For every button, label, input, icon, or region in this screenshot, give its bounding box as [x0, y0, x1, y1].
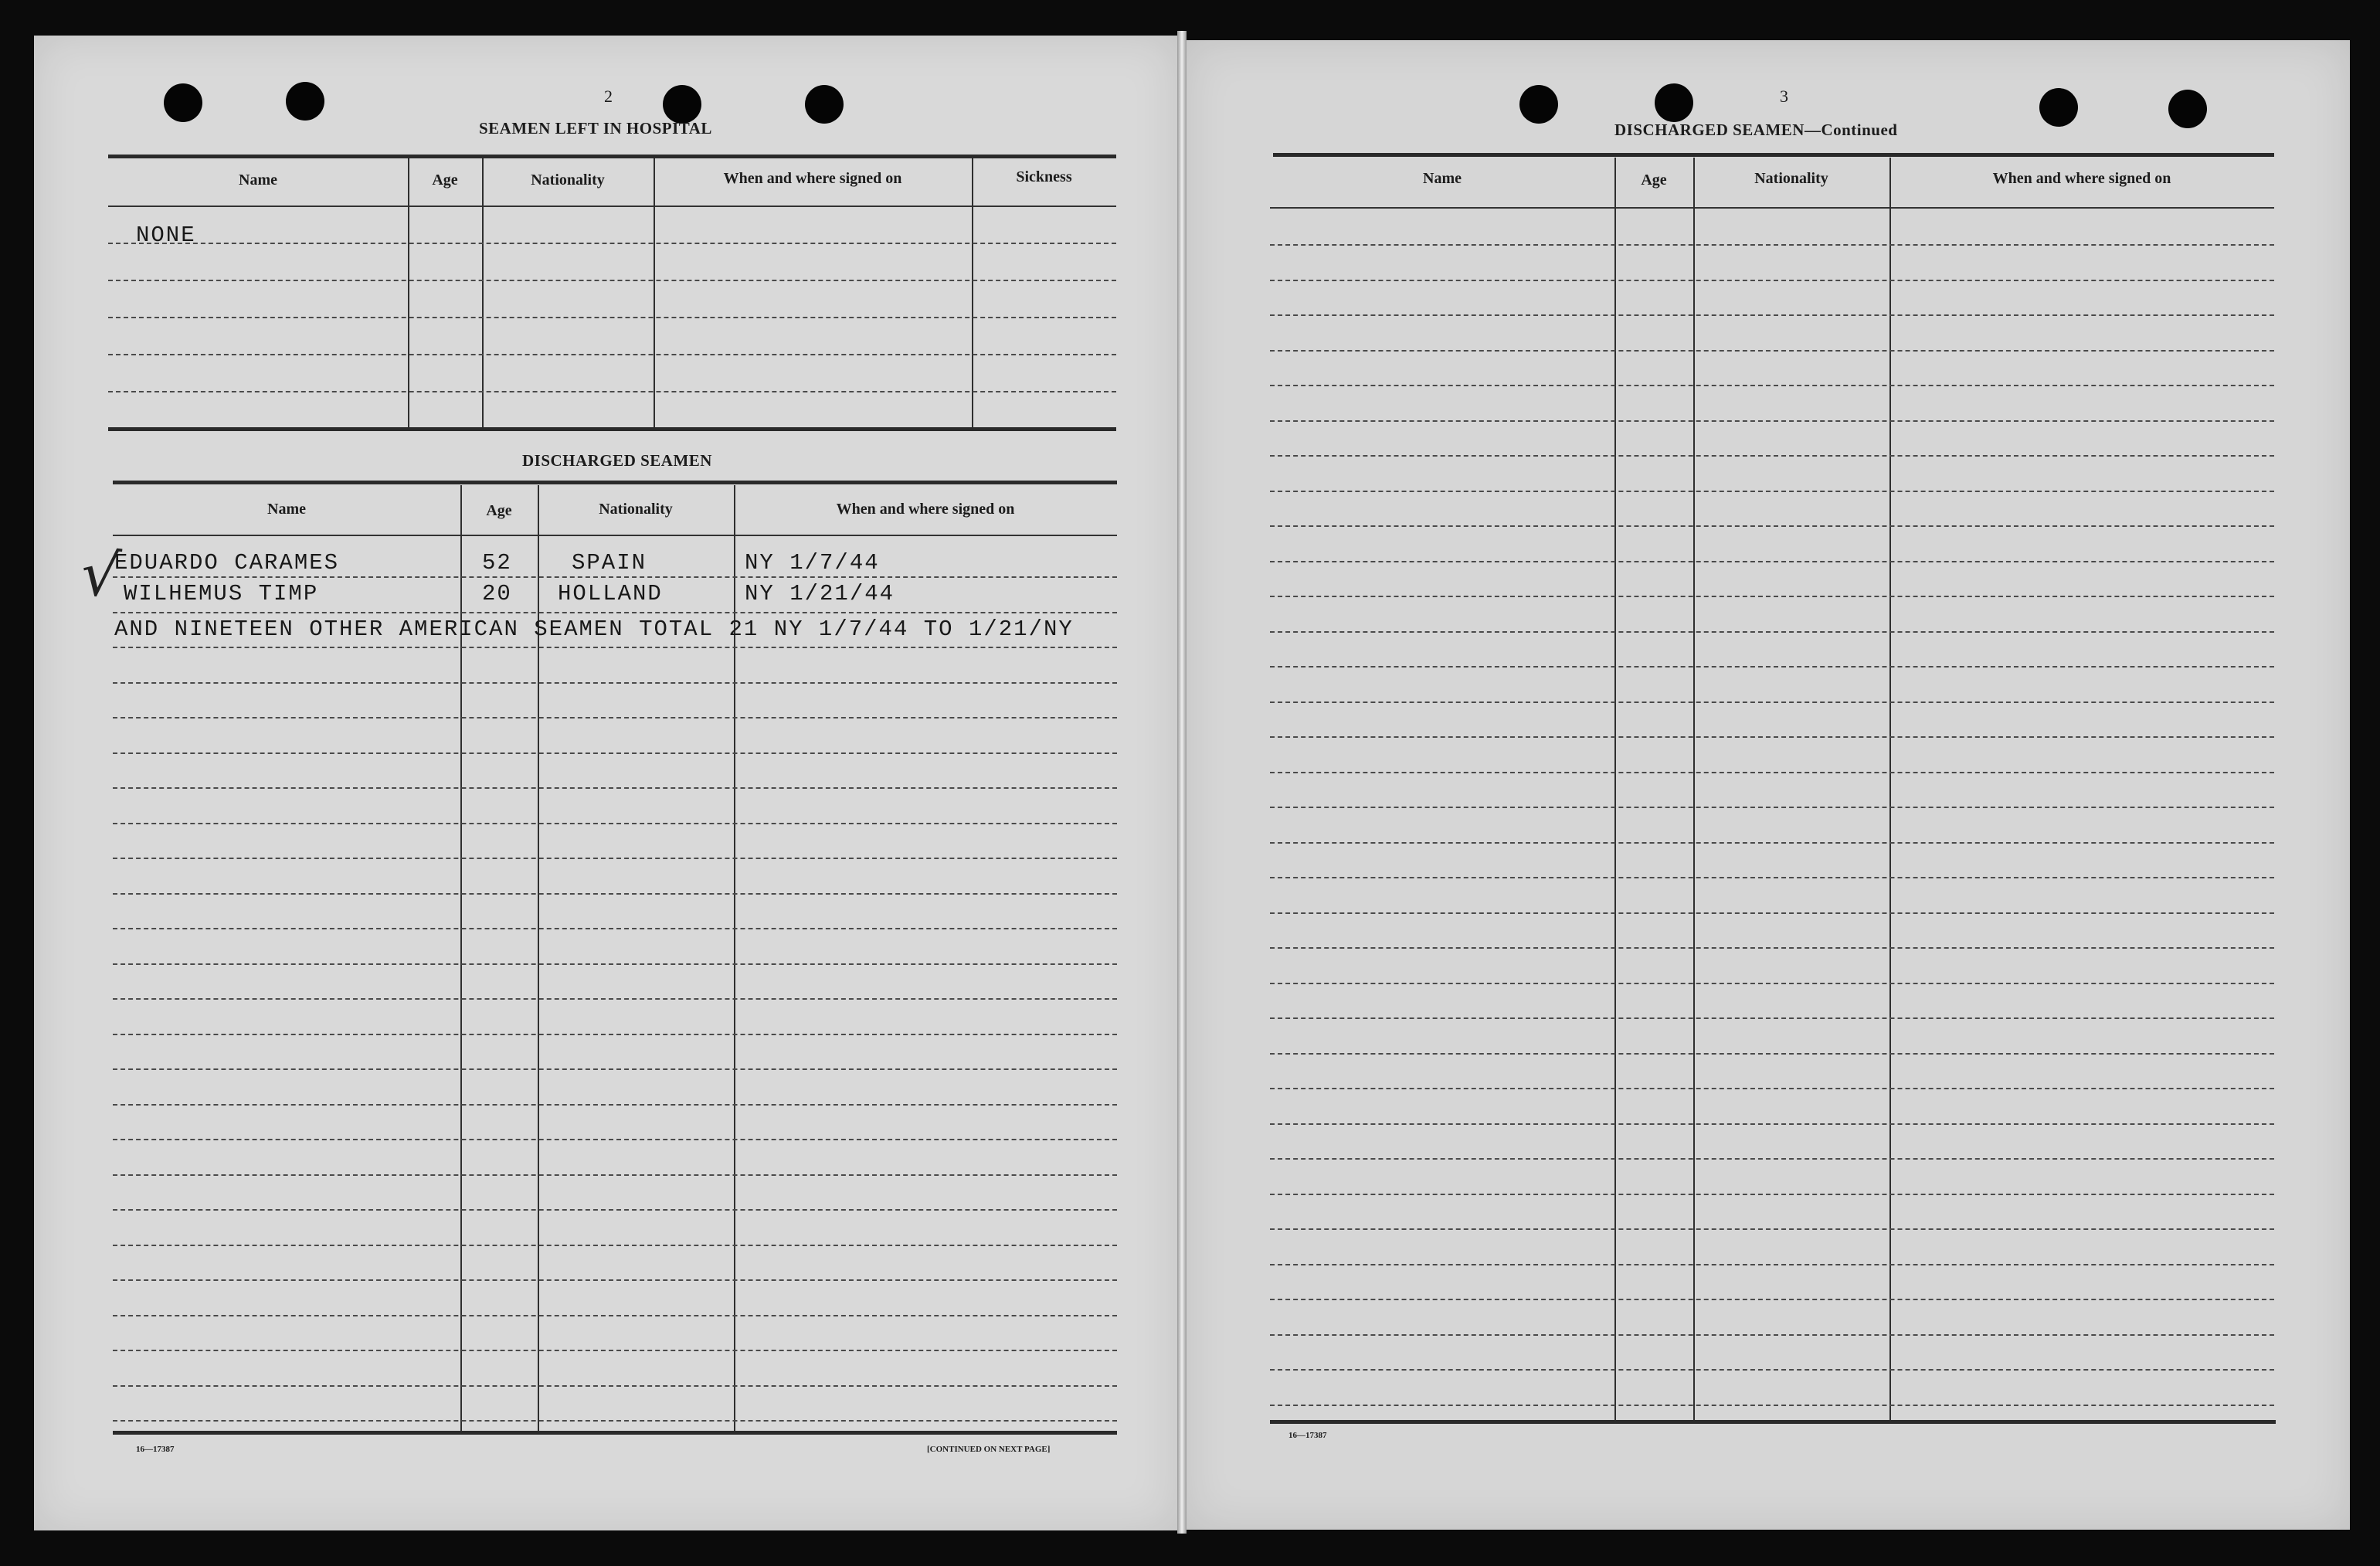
seaman-age: 52: [482, 550, 512, 576]
col-sickness: Sickness: [1016, 168, 1072, 185]
col-age: Age: [486, 502, 512, 519]
col-signed-on: When and where signed on: [836, 501, 1015, 518]
ruled-line: [113, 1104, 1117, 1106]
ruled-line: [1270, 455, 2274, 457]
ruled-line: [1270, 350, 2274, 352]
ruled-line: [1270, 1228, 2274, 1230]
punch-hole: [286, 82, 324, 121]
ruled-line: [1270, 420, 2274, 422]
ruled-line: [113, 612, 1117, 613]
seaman-name: EDUARDO CARAMES: [114, 550, 340, 576]
col-name: Name: [239, 172, 277, 189]
summary-line: AND NINETEEN OTHER AMERICAN SEAMEN TOTAL 21 NY 1/7/44 TO 1/21/NY: [114, 617, 1074, 642]
seaman-nationality: HOLLAND: [558, 581, 663, 606]
ruled-line: [1270, 1017, 2274, 1019]
punch-hole: [2039, 88, 2078, 127]
ruled-line: [1270, 1369, 2274, 1371]
ruled-line: [1270, 1158, 2274, 1160]
ruled-line: [1270, 1088, 2274, 1089]
ruled-line: [113, 1245, 1117, 1246]
form-number: 16—17387: [136, 1445, 175, 1454]
col-nationality: Nationality: [599, 501, 673, 518]
discharged-section-title: DISCHARGED SEAMEN: [522, 451, 712, 470]
seaman-signed-on: NY 1/21/44: [745, 581, 895, 606]
ruled-line: [113, 928, 1117, 929]
left-page: [34, 36, 1177, 1530]
punch-hole: [805, 85, 844, 124]
ruled-line: [1270, 842, 2274, 844]
ruled-line: [1270, 491, 2274, 492]
ruled-line: [113, 998, 1117, 1000]
page-number: 2: [604, 87, 613, 106]
ruled-line: [1270, 1334, 2274, 1336]
col-signed-on: When and where signed on: [1992, 170, 2171, 187]
ruled-line: [1270, 736, 2274, 738]
ruled-line: [113, 682, 1117, 684]
hospital-section-title: SEAMEN LEFT IN HOSPITAL: [479, 119, 712, 138]
col-age: Age: [432, 172, 458, 189]
seaman-name: WILHEMUS TIMP: [124, 581, 319, 606]
ruled-line: [113, 858, 1117, 859]
ruled-line: [1270, 877, 2274, 878]
ruled-line: [1270, 631, 2274, 633]
punch-hole: [2168, 90, 2207, 128]
ruled-line: [113, 576, 1117, 578]
ruled-line: [1270, 1053, 2274, 1055]
ruled-line: [113, 717, 1117, 718]
ruled-line: [113, 893, 1117, 895]
ruled-line: [1270, 1264, 2274, 1265]
ruled-line: [1270, 666, 2274, 668]
ruled-line: [1270, 947, 2274, 949]
ruled-line: [113, 787, 1117, 789]
punch-hole: [663, 85, 701, 124]
ruled-line: [1270, 1299, 2274, 1300]
ruled-line: [1270, 244, 2274, 246]
ruled-line: [113, 1420, 1117, 1422]
discharged-continued-title: DISCHARGED SEAMEN—Continued: [1614, 121, 1898, 139]
col-nationality: Nationality: [1754, 170, 1828, 187]
seaman-nationality: SPAIN: [572, 550, 647, 576]
page-fold: [1177, 31, 1187, 1534]
ruled-line: [113, 1315, 1117, 1316]
punch-hole: [1655, 83, 1693, 122]
ruled-line: [113, 1279, 1117, 1281]
col-signed-on: When and where signed on: [723, 170, 902, 187]
ruled-line: [1270, 385, 2274, 386]
ruled-line: [113, 1139, 1117, 1140]
ruled-line: [1270, 1405, 2274, 1406]
ruled-line: [1270, 596, 2274, 597]
ruled-line: [1270, 525, 2274, 527]
check-mark: √: [77, 538, 124, 613]
ruled-line: [1270, 1123, 2274, 1125]
ruled-line: [113, 1174, 1117, 1176]
ruled-line: [1270, 983, 2274, 984]
ruled-line: [1270, 280, 2274, 281]
ruled-line: [113, 1385, 1117, 1387]
ruled-line: [1270, 1194, 2274, 1195]
col-name: Name: [1423, 170, 1462, 187]
form-number: 16—17387: [1288, 1431, 1327, 1440]
seaman-age: 20: [482, 581, 512, 606]
ruled-line: [113, 647, 1117, 648]
ruled-line: [113, 1034, 1117, 1035]
ruled-line: [1270, 314, 2274, 316]
ruled-line: [113, 1350, 1117, 1351]
ruled-line: [1270, 561, 2274, 562]
page-number: 3: [1780, 87, 1788, 106]
col-name: Name: [267, 501, 306, 518]
ruled-line: [113, 1068, 1117, 1070]
seaman-signed-on: NY 1/7/44: [745, 550, 880, 576]
ruled-line: [1270, 701, 2274, 703]
ruled-line: [113, 752, 1117, 754]
punch-hole: [164, 83, 202, 122]
ruled-line: [113, 963, 1117, 965]
continued-note: [CONTINUED ON NEXT PAGE]: [927, 1445, 1051, 1454]
ruled-line: [1270, 912, 2274, 914]
col-nationality: Nationality: [531, 172, 605, 189]
col-age: Age: [1641, 172, 1667, 189]
hospital-entry: NONE: [136, 223, 196, 248]
ruled-line: [113, 823, 1117, 824]
ruled-line: [1270, 807, 2274, 808]
ruled-line: [1270, 772, 2274, 773]
punch-hole: [1519, 85, 1558, 124]
right-page: [1185, 40, 2350, 1530]
ruled-line: [113, 1209, 1117, 1211]
